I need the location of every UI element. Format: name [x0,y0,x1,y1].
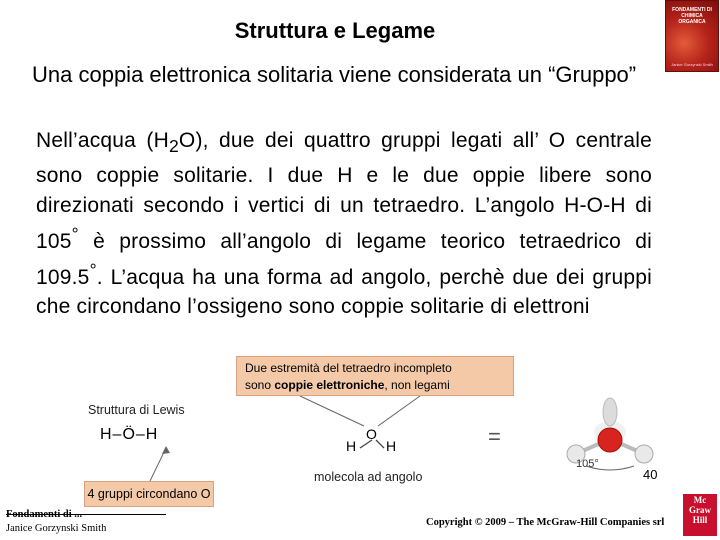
body-text-part: è prossimo all’angolo di legame teorico tetraedrico di 109.5 [36,229,652,289]
hydrogen-atom [635,445,653,463]
lewis-structure: H–Ö–H [100,426,159,443]
callout-bottom: 4 gruppi circondano O [84,481,214,507]
atom-h-right: H [386,438,397,454]
callout-pointer-line [378,396,420,426]
bond-right [376,440,384,448]
footer-copyright: Copyright © 2009 – The McGraw-Hill Companies srl [426,517,665,528]
molecule-label: molecola ad angolo [314,470,423,484]
footer-divider [6,514,166,515]
callout-bold: coppie elettroniche [274,378,385,392]
page-number: 40 [643,467,658,482]
footer-author: Janice Gorzynski Smith [6,523,107,534]
subscript-2: 2 [168,136,179,157]
callout-text: , non legami [384,378,450,392]
degree-sign: ° [89,260,97,280]
callout-pointer-line [300,396,364,426]
callout-text: sono [245,378,275,392]
cover-title: FONDAMENTI DI CHIMICA ORGANICA [672,7,712,25]
atom-h-left: H [346,438,357,454]
oxygen-atom [598,428,622,452]
callout-top [236,356,514,396]
cover-author: Janice Gorzynski Smith [671,62,713,67]
equals-sign: = [488,424,501,449]
lone-pair-lobe [603,398,617,426]
atom-o-center: O [366,426,377,442]
body-text-part: . L’acqua ha una forma ad angolo, perchè due dei gruppi che circondano l’ossigeno sono coppie solitarie di elettroni [36,266,652,319]
body-text-part: O), due dei quattro gruppi legati all’ O centrale sono coppie solitarie. I due H e le due oppie libere sono direzionati secondo i vertici di un tetraedro. L’angolo H-O-H di 105 [36,129,652,253]
slide-title: Struttura e Legame [234,18,436,43]
mcgraw-hill-logo: Mc Graw Hill [683,494,717,536]
bond-angle-label: 105° [576,458,599,470]
degree-sign: ° [71,223,79,244]
arrow-head [162,446,170,454]
slide-subtitle: Una coppia elettronica solitaria viene considerata un “Gruppo” [32,62,637,87]
lewis-label: Struttura di Lewis [88,403,185,417]
body-text-part: Nell’acqua (H [36,129,169,152]
callout-top-line1: Due estremità del tetraedro incompleto [245,361,452,375]
callout-top-line2 [245,377,505,394]
